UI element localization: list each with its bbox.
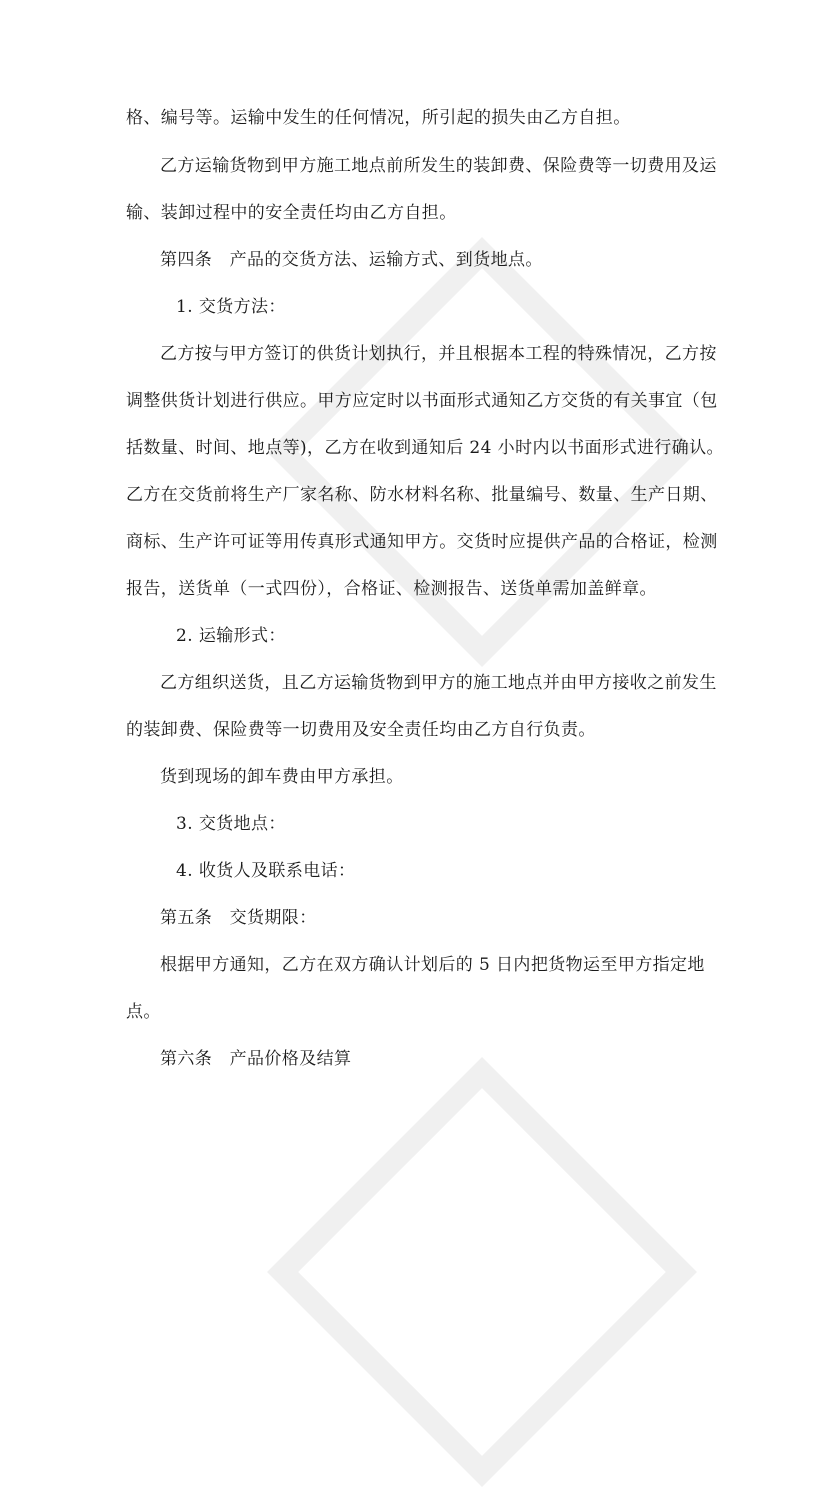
text-line: 调整供货计划进行供应。甲方应定时以书面形式通知乙方交货的有关事宜（包 bbox=[126, 391, 718, 411]
text-line: 1. 交货方法： bbox=[176, 297, 286, 317]
text-line: 根据甲方通知，乙方在双方确认计划后的 5 日内把货物运至甲方指定地 bbox=[160, 955, 705, 975]
text-line: 乙方运输货物到甲方施工地点前所发生的装卸费、保险费等一切费用及运 bbox=[160, 156, 717, 176]
text-line: 的装卸费、保险费等一切费用及安全责任均由乙方自行负责。 bbox=[126, 720, 596, 740]
text-line: 3. 交货地点： bbox=[176, 814, 286, 834]
text-line: 乙方组织送货，且乙方运输货物到甲方的施工地点并由甲方接收之前发生 bbox=[160, 673, 717, 693]
text-line: 点。 bbox=[126, 1002, 161, 1022]
text-line: 第五条 交货期限： bbox=[160, 908, 317, 928]
text-line: 第六条 产品价格及结算 bbox=[160, 1049, 352, 1069]
text-line: 货到现场的卸车费由甲方承担。 bbox=[160, 767, 404, 787]
text-line: 2. 运输形式： bbox=[176, 626, 286, 646]
text-line: 括数量、时间、地点等)，乙方在收到通知后 24 小时内以书面形式进行确认。 bbox=[126, 438, 724, 458]
text-line: 第四条 产品的交货方法、运输方式、到货地点。 bbox=[160, 250, 543, 270]
text-line: 格、编号等。运输中发生的任何情况，所引起的损失由乙方自担。 bbox=[126, 108, 631, 128]
text-line: 报告，送货单（一式四份），合格证、检测报告、送货单需加盖鲜章。 bbox=[126, 579, 657, 599]
watermark-icon bbox=[267, 1057, 697, 1487]
text-line: 乙方在交货前将生产厂家名称、防水材料名称、批量编号、数量、生产日期、 bbox=[126, 485, 718, 505]
text-line: 商标、生产许可证等用传真形式通知甲方。交货时应提供产品的合格证，检测 bbox=[126, 532, 718, 552]
text-line: 输、装卸过程中的安全责任均由乙方自担。 bbox=[126, 203, 457, 223]
text-line: 4. 收货人及联系电话： bbox=[176, 861, 356, 881]
text-line: 乙方按与甲方签订的供货计划执行，并且根据本工程的特殊情况，乙方按 bbox=[160, 344, 717, 364]
